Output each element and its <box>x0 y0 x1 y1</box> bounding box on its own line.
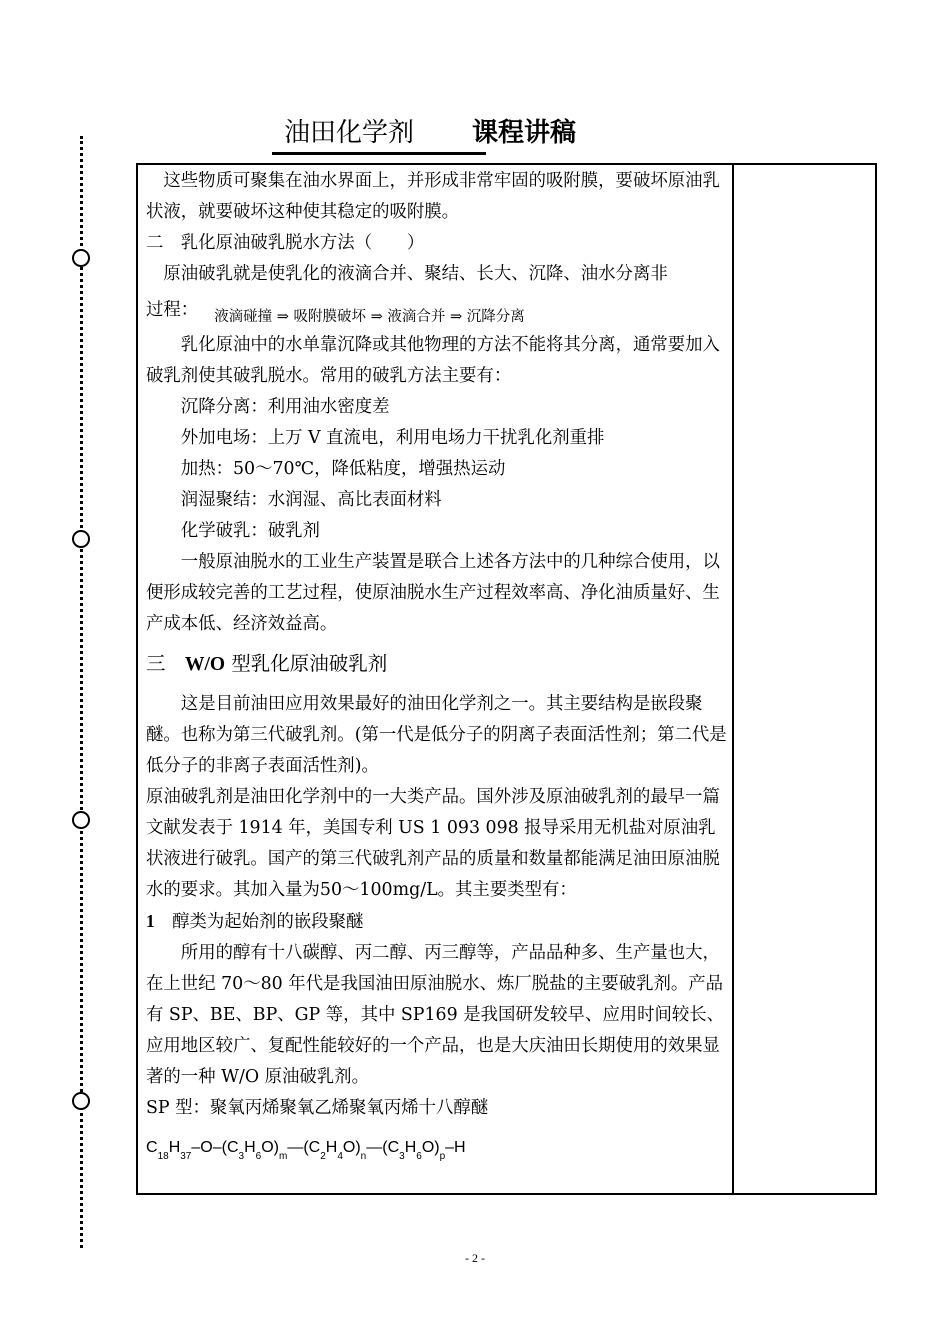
method-wetting-coalescence: 润湿聚结：水润湿、高比表面材料 <box>180 490 442 510</box>
formula-repeat-n: n <box>360 1151 367 1162</box>
binding-hole-4 <box>72 1092 90 1110</box>
page-number: - 2 - <box>465 1251 485 1265</box>
notes-column-divider <box>732 163 734 1195</box>
para-adsorption-film: 这些物质可聚集在油水界面上，并形成非常牢固的吸附膜，要破坏原油乳状液，就要破坏这种使其稳定的吸附膜。 <box>146 171 720 222</box>
formula-o: O) <box>342 1139 361 1156</box>
section-3-heading <box>146 642 728 687</box>
formula-h: H <box>244 1139 256 1156</box>
para-industrial-dehydration: 一般原油脱水的工业生产装置是联合上述各方法中的几种综合使用，以便形成较完善的工艺过程，使原油脱水生产过程效率高、净化油质量好、生产成本低、经济效益高。 <box>146 552 720 634</box>
binding-hole-1 <box>72 249 90 267</box>
method-settling: 沉降分离：利用油水密度差 <box>180 397 390 417</box>
formula-repeat-m: m <box>278 1151 288 1162</box>
binding-dotted-line <box>80 136 83 1248</box>
formula-c: C <box>146 1139 158 1156</box>
formula-sub: 37 <box>180 1151 192 1162</box>
formula-o: O) <box>261 1139 279 1156</box>
process-label: 过程： <box>146 300 199 320</box>
page-header <box>284 112 576 149</box>
formula-link: —(C <box>366 1139 400 1156</box>
para-methods-intro: 乳化原油中的水单靠沉降或其他物理的方法不能将其分离，通常要加入破乳剂使其破乳脱水。常用的破乳方法主要有： <box>146 335 720 386</box>
process-flow: 液滴碰撞 ⇒ 吸附膜破坏 ⇒ 液滴合并 ⇒ 沉降分离 <box>214 309 525 325</box>
formula-link: —(C <box>287 1139 321 1156</box>
formula-sub: 6 <box>416 1151 422 1162</box>
sp-type-line: SP 型：聚氧丙烯聚氧乙烯聚氧丙烯十八醇醚 <box>146 1098 489 1118</box>
header-doc-type: 课程讲稿 <box>472 118 577 148</box>
formula-repeat-p: p <box>439 1151 446 1162</box>
formula-h: H <box>325 1139 338 1156</box>
method-heating: 加热：50～70℃，降低粘度，增强热运动 <box>180 459 506 479</box>
binding-hole-2 <box>72 530 90 548</box>
subsection-1-heading <box>146 906 728 938</box>
formula-h: H <box>404 1139 417 1156</box>
formula-sub: 4 <box>337 1151 343 1162</box>
formula-sub: 3 <box>399 1151 405 1162</box>
para-history: 原油破乳剂是油田化学剂中的一大类产品。国外涉及原油破乳剂的最早一篇文献发表于 1914 年，美国专利 US 1 093 098 报导采用无机盐对原油乳状液进行破乳。国产的第三代破乳剂产品的质量和数量都能满足油田原油脱水的要求。其加入量为50～100mg/L。其主要类型有： <box>146 787 720 900</box>
section-3-number: 三 <box>146 652 186 675</box>
para-demulsification-def: 原油破乳就是使乳化的液滴合并、聚结、长大、沉降、油水分离非 <box>163 264 668 284</box>
method-chemical: 化学破乳：破乳剂 <box>180 521 320 541</box>
header-underline <box>272 152 486 155</box>
method-electric-field: 外加电场：上万 V 直流电，利用电场力干扰乳化剂重排 <box>180 428 605 448</box>
binding-hole-3 <box>72 811 90 829</box>
process-line <box>146 290 728 330</box>
section-3-title: 型乳化原油破乳剂 <box>225 652 388 675</box>
formula-sub: 2 <box>320 1151 326 1162</box>
section-3-wo: W/O <box>185 654 226 675</box>
subsection-1-number: 1 <box>146 911 155 931</box>
formula-sub: 6 <box>255 1151 262 1162</box>
para-third-generation: 这是目前油田应用效果最好的油田化学剂之一。其主要结构是嵌段聚醚。也称为第三代破乳剂。(第一代是低分子的阴离子表面活性剂；第二代是低分子的非离子表面活性剂)。 <box>146 694 727 776</box>
formula-h: H <box>168 1139 181 1156</box>
formula-sub: 18 <box>157 1151 169 1162</box>
section-2-heading: 二 乳化原油破乳脱水方法（ ） <box>146 233 425 253</box>
sp-structure-formula <box>146 1138 728 1167</box>
formula-sub: 3 <box>238 1151 245 1162</box>
formula-link: –O–(C <box>191 1139 239 1156</box>
para-alcohol-initiators: 所用的醇有十八碳醇、丙二醇、丙三醇等，产品品种多、生产量也大，在上世纪 70～80 年代是我国油田原油脱水、炼厂脱盐的主要破乳剂。产品有 SP、BE、BP、GP 等，其中 SP169 是我国研发较早、应用时间较长、应用地区较广、复配性能较好的一个产品，也是大庆油田长期使用的效果显著的一种 W/O 原油破乳剂。 <box>146 943 725 1087</box>
formula-end: –H <box>445 1139 466 1156</box>
subsection-1-title: 醇类为起始剂的嵌段聚醚 <box>154 912 364 932</box>
header-course-name: 油田化学剂 <box>284 118 415 148</box>
formula-o: O) <box>421 1139 440 1156</box>
lecture-content <box>146 166 728 1167</box>
